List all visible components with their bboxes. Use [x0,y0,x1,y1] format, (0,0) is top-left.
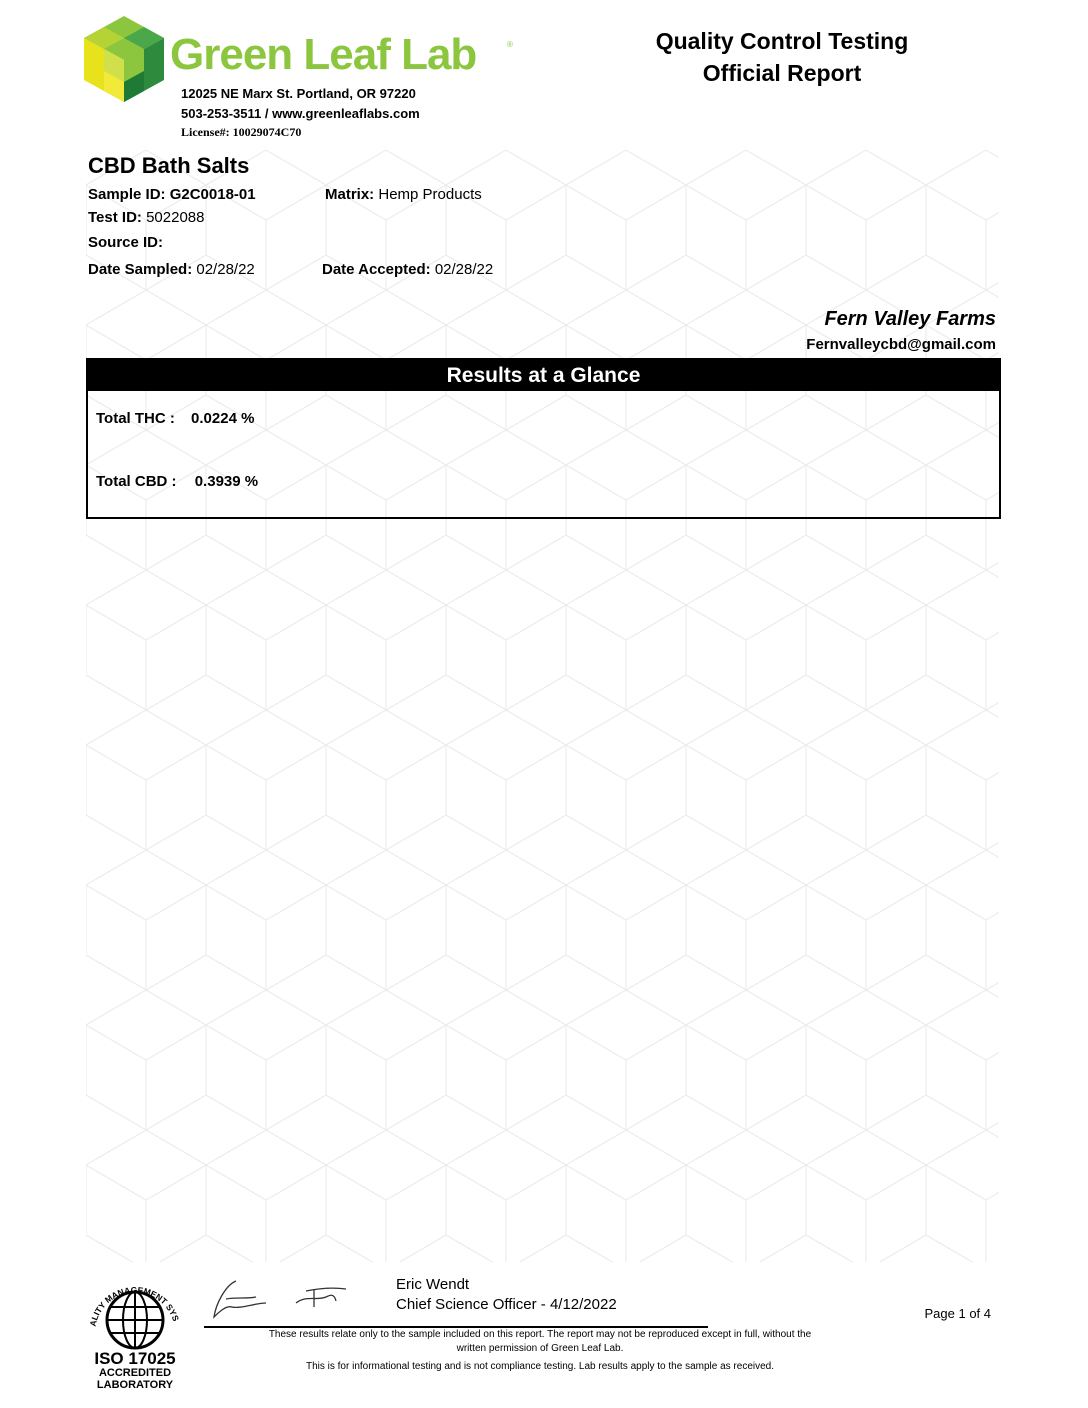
source-id-label: Source ID: [88,234,164,251]
matrix-field [325,186,482,203]
date-sampled-field [88,261,255,278]
signature [196,1273,386,1329]
sample-id-value: G2C0018-01 [169,186,256,203]
thc-result-row [96,410,254,427]
sample-id-field [88,186,256,203]
thc-value: 0.0224 % [191,410,255,427]
report-title-line2: Official Report [702,60,862,86]
matrix-label: Matrix: [325,186,375,203]
iso-arc-text: ALITY MANAGEMENT SYS [87,1284,182,1328]
logo-wordmark: Green Leaf Lab [170,30,477,79]
page-number: Page 1 of 4 [924,1306,991,1321]
lab-contact: 503-253-3511 / www.greenleaflabs.com [181,106,420,121]
lab-license: License#: 10029074C70 [181,125,302,139]
product-name: CBD Bath Salts [88,153,250,178]
iso-laboratory: LABORATORY [96,1379,174,1391]
registered-mark: ® [507,40,513,49]
test-id-field [88,209,204,226]
cbd-value: 0.3939 % [194,473,259,490]
results-title: Results at a Glance [88,360,999,391]
test-id-label: Test ID: [88,209,142,226]
date-accepted-value: 02/28/22 [434,261,494,278]
cbd-label: Total CBD : [96,473,177,490]
thc-label: Total THC : [96,410,175,427]
signer-name: Eric Wendt [396,1276,470,1293]
source-id-field [88,234,163,251]
lab-address: 12025 NE Marx St. Portland, OR 97220 [181,86,416,101]
date-sampled-value: 02/28/22 [196,261,255,278]
date-accepted-label: Date Accepted: [322,261,431,278]
signature-line [204,1326,708,1328]
date-sampled-label: Date Sampled: [88,261,193,278]
disclaimer-line-1: These results relate only to the sample included on this report. The report may not be reproduced except in full, without the [268,1329,812,1340]
date-accepted-field [322,261,493,278]
sample-id-label: Sample ID: [88,186,166,203]
iso-accredited: ACCREDITED [98,1367,172,1379]
matrix-value: Hemp Products [378,186,482,203]
iso-number: ISO 17025 [94,1349,176,1368]
iso-accreditation-badge [86,1272,184,1392]
disclaimer-line-2: written permission of Green Leaf Lab. [456,1343,624,1354]
client-name: Fern Valley Farms [824,308,996,330]
report-title-line1: Quality Control Testing [655,28,909,54]
results-panel [86,358,1001,519]
cbd-result-row [96,473,258,490]
company-logo [84,16,164,102]
client-email: Fernvalleycbd@gmail.com [806,336,996,353]
globe-icon [86,1272,184,1352]
signer-title: Chief Science Officer - 4/12/2022 [396,1296,617,1313]
disclaimer-line-3: This is for informational testing and is not compliance testing. Lab results apply to the sample as received. [305,1361,775,1372]
test-id-value: 5022088 [146,209,205,226]
